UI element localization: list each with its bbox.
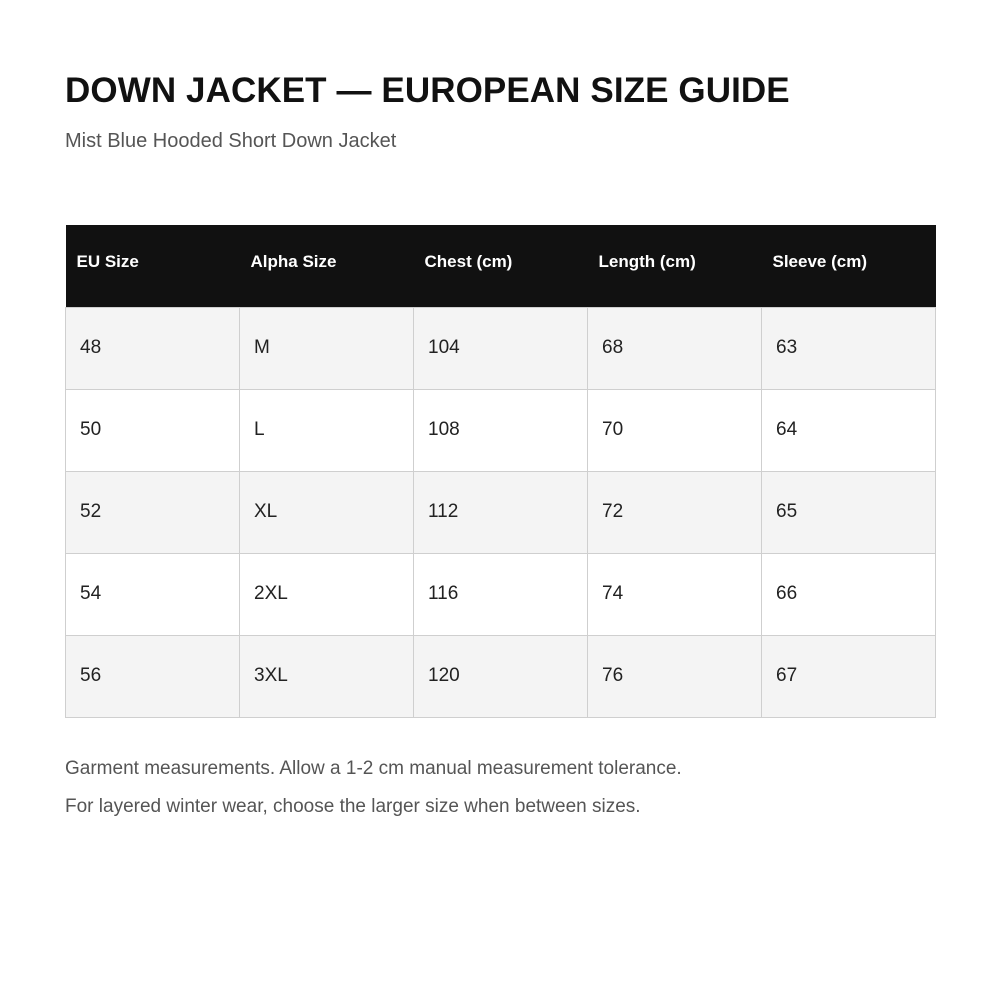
table-row [66, 389, 936, 471]
table-header-row [66, 225, 936, 307]
product-subtitle: Mist Blue Hooded Short Down Jacket [65, 130, 397, 152]
column-header-chest: Chest (cm) [414, 225, 588, 307]
cell-length: 70 [588, 389, 762, 471]
column-header-alpha-size: Alpha Size [240, 225, 414, 307]
cell-sleeve: 65 [762, 471, 936, 553]
measurement-tolerance-note: Garment measurements. Allow a 1-2 cm manual measurement tolerance. [65, 758, 682, 779]
size-table [65, 225, 936, 718]
column-header-length: Length (cm) [588, 225, 762, 307]
table-row [66, 307, 936, 389]
cell-sleeve: 66 [762, 553, 936, 635]
cell-alpha-size: M [240, 307, 414, 389]
cell-length: 68 [588, 307, 762, 389]
cell-eu-size: 48 [66, 307, 240, 389]
cell-alpha-size: 2XL [240, 553, 414, 635]
cell-eu-size: 52 [66, 471, 240, 553]
cell-length: 74 [588, 553, 762, 635]
cell-chest: 108 [414, 389, 588, 471]
cell-length: 72 [588, 471, 762, 553]
table-row [66, 635, 936, 717]
cell-sleeve: 63 [762, 307, 936, 389]
cell-alpha-size: XL [240, 471, 414, 553]
page-title: DOWN JACKET — EUROPEAN SIZE GUIDE [65, 71, 790, 110]
cell-eu-size: 54 [66, 553, 240, 635]
table-header [66, 225, 936, 307]
column-header-sleeve: Sleeve (cm) [762, 225, 936, 307]
cell-alpha-size: 3XL [240, 635, 414, 717]
table-row [66, 553, 936, 635]
column-header-eu-size: EU Size [66, 225, 240, 307]
cell-eu-size: 50 [66, 389, 240, 471]
cell-chest: 104 [414, 307, 588, 389]
table-body [66, 307, 936, 717]
sizing-advice-note: For layered winter wear, choose the larger size when between sizes. [65, 796, 641, 817]
cell-length: 76 [588, 635, 762, 717]
table-row [66, 471, 936, 553]
cell-alpha-size: L [240, 389, 414, 471]
cell-sleeve: 67 [762, 635, 936, 717]
cell-chest: 112 [414, 471, 588, 553]
cell-eu-size: 56 [66, 635, 240, 717]
cell-chest: 120 [414, 635, 588, 717]
cell-sleeve: 64 [762, 389, 936, 471]
cell-chest: 116 [414, 553, 588, 635]
